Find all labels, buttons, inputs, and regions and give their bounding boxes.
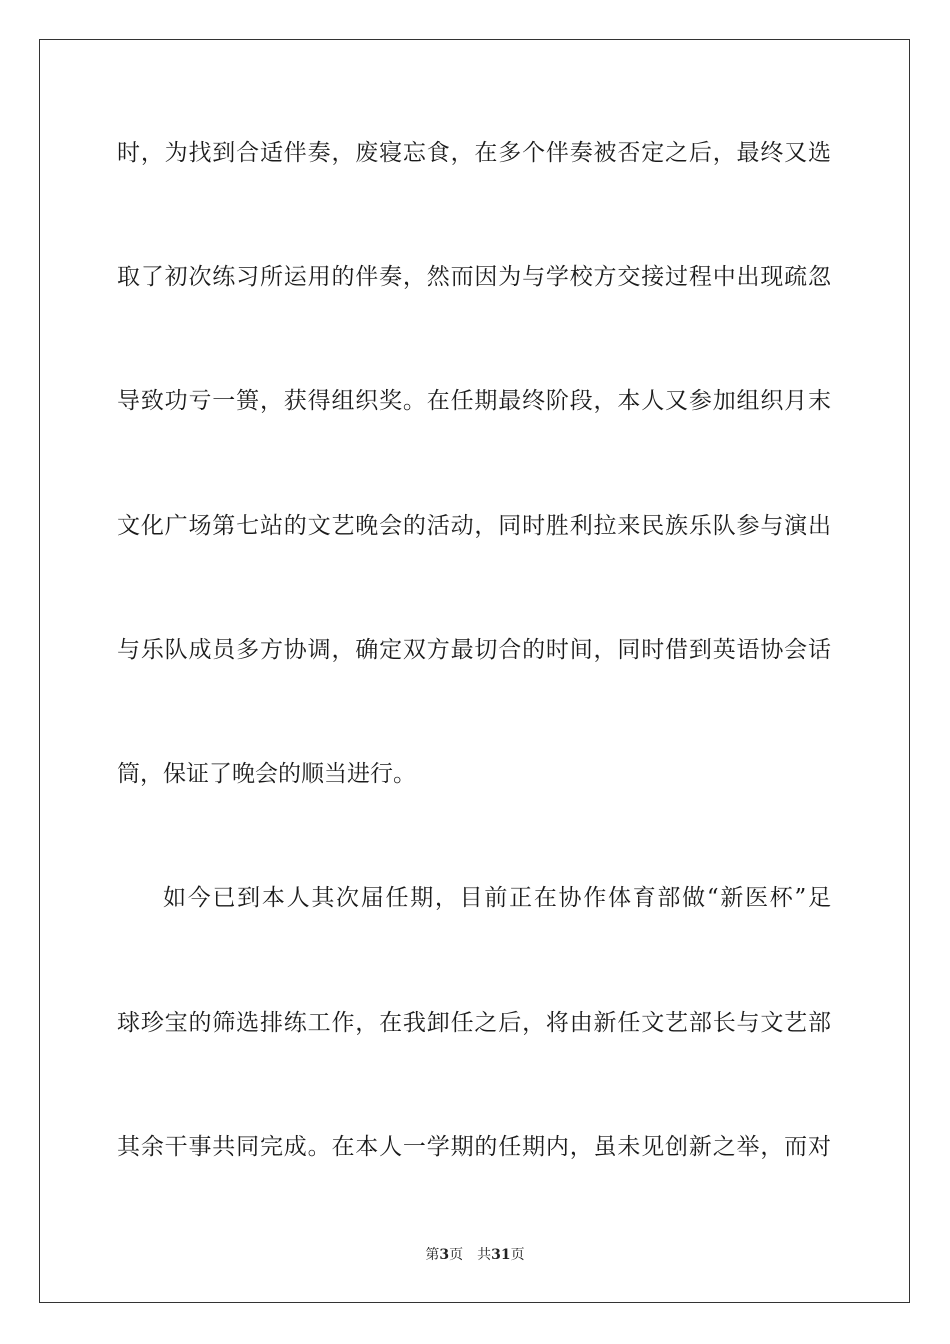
body-text-line-6: 筒，保证了晚会的顺当进行。 xyxy=(117,761,416,787)
page-border xyxy=(39,39,910,1303)
body-text-line-9: 其余干事共同完成。在本人一学期的任期内，虽未见创新之举，而对 xyxy=(117,1134,831,1160)
page-footer xyxy=(0,1246,950,1264)
page-suffix: 页 xyxy=(449,1247,464,1263)
body-text-line-3: 导致功亏一篑，获得组织奖。在任期最终阶段，本人又参加组织月末 xyxy=(117,388,831,414)
total-pages: 31 xyxy=(491,1247,511,1263)
body-text-line-1: 时，为找到合适伴奏，废寝忘食，在多个伴奏被否定之后，最终又选 xyxy=(117,140,831,166)
body-text-line-4: 文化广场第七站的文艺晚会的活动，同时胜利拉来民族乐队参与演出 xyxy=(117,513,831,539)
body-text-line-5: 与乐队成员多方协调，确定双方最切合的时间，同时借到英语协会话 xyxy=(117,637,831,663)
page-prefix: 第 xyxy=(425,1247,440,1263)
body-text-line-7: 如今已到本人其次届任期，目前正在协作体育部做“新医杯”足 xyxy=(163,885,831,911)
total-suffix: 页 xyxy=(510,1247,525,1263)
page-number: 3 xyxy=(439,1247,450,1263)
body-text-line-8: 球珍宝的筛选排练工作，在我卸任之后，将由新任文艺部长与文艺部 xyxy=(117,1010,831,1036)
body-text-line-2: 取了初次练习所运用的伴奏，然而因为与学校方交接过程中出现疏忽 xyxy=(117,264,831,290)
total-prefix: 共 xyxy=(477,1247,492,1263)
